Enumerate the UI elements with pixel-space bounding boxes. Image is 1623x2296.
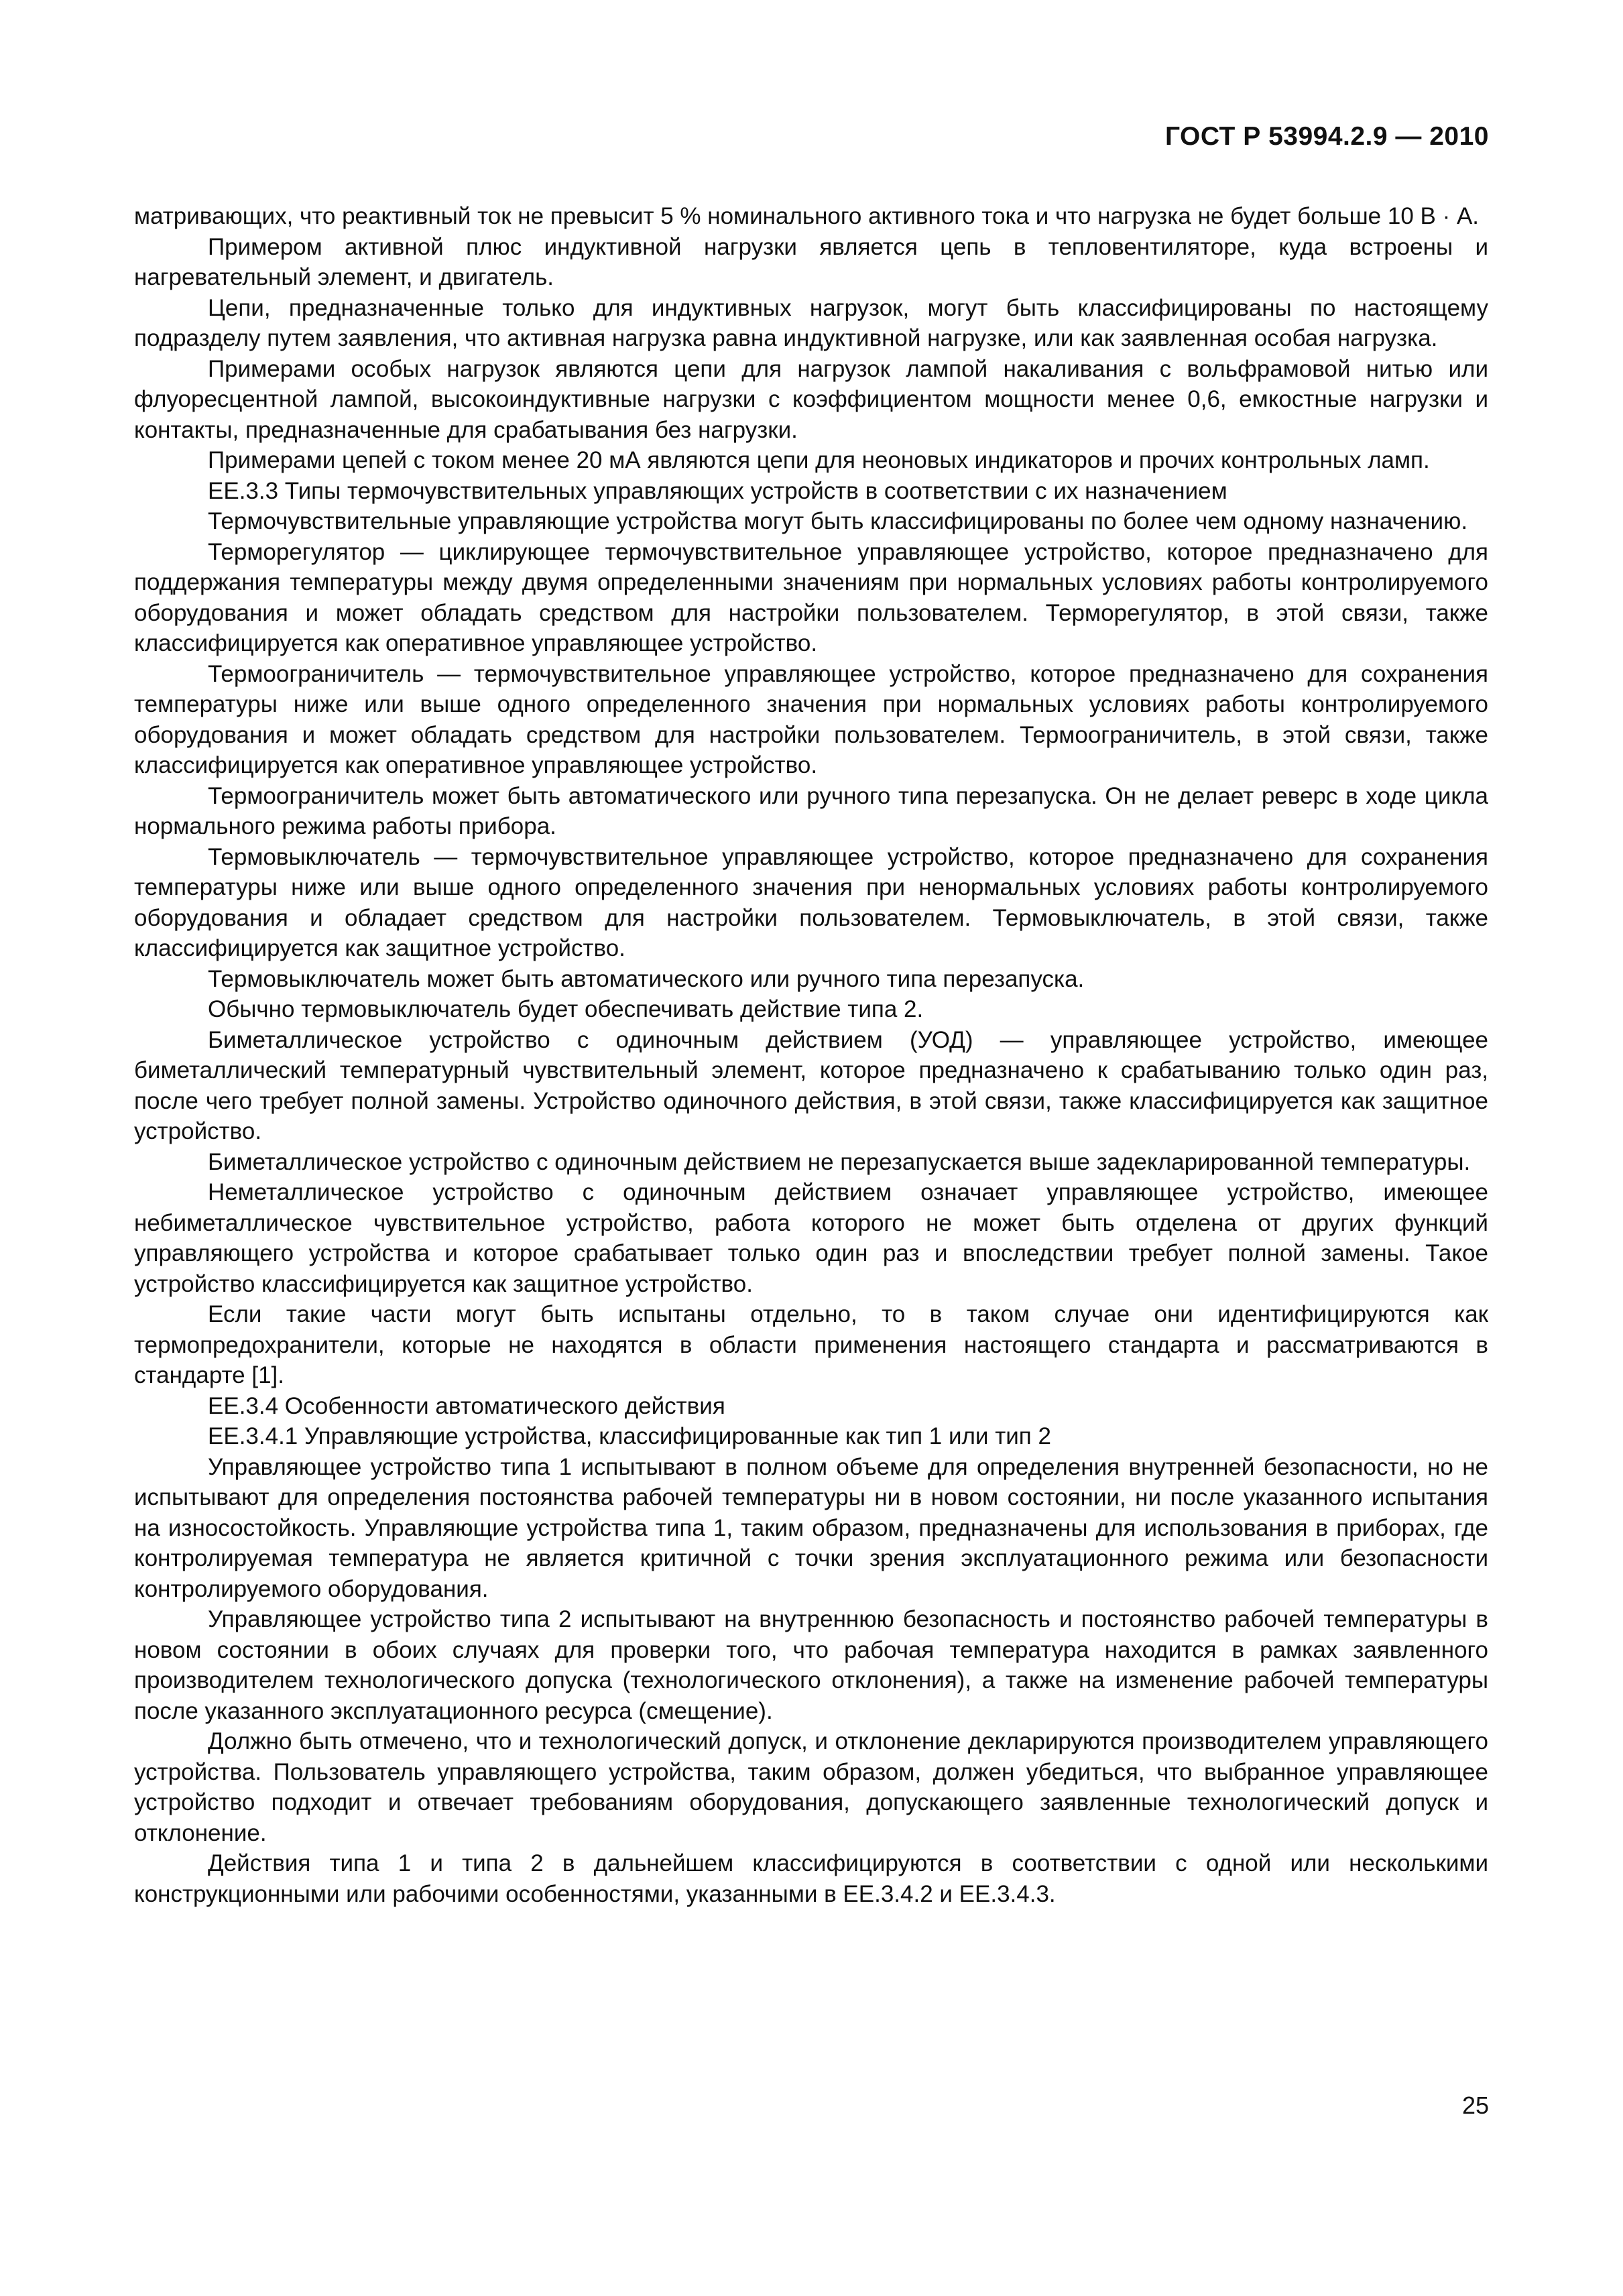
subsection-heading: ЕЕ.3.4.1 Управляющие устройства, классифицированные как тип 1 или тип 2 (208, 1423, 1051, 1449)
section-heading: ЕЕ.3.3 Типы термочувствительных управляющих устройств в соответствии с их назначением (208, 477, 1227, 504)
paragraph: Термовыключатель — термочувствительное управляющее устройство, которое предназначено для сохранения температуры ниже или выше одного определенного значения при ненормальных условиях работы контролируемого оборудования и обладает средством для настройки пользователем. Термовыключатель, в этой связи, также классифицируется как защитное устройство. (134, 843, 1488, 961)
section-heading: ЕЕ.3.4 Особенности автоматического действия (208, 1392, 725, 1419)
paragraph: Примерами цепей с током менее 20 мА являются цепи для неоновых индикаторов и прочих контрольных ламп. (208, 447, 1430, 473)
paragraph: Примерами особых нагрузок являются цепи для нагрузок лампой накаливания с вольфрамовой нитью или флуоресцентной лампой, высокоиндуктивные нагрузки с коэффициентом мощности менее 0,6, емкостные нагрузки и контакты, предназначенные для срабатывания без нагрузки. (134, 355, 1488, 443)
page-number: 25 (1461, 2092, 1489, 2119)
paragraph: Биметаллическое устройство с одиночным действием не перезапускается выше задекларированной температуры. (208, 1148, 1471, 1175)
paragraph: Управляющее устройство типа 1 испытывают в полном объеме для определения внутренней безопасности, но не испытывают для определения постоянства рабочей температуры ни в новом состоянии, ни после указанного испытания на износостойкость. Управляющие устройства типа 1, таким образом, предназначены для использования в приборах, где контролируемая температура не является критичной с точки зрения эксплуатационного режима или безопасности контролируемого оборудования. (134, 1453, 1488, 1602)
paragraph: Неметаллическое устройство с одиночным действием означает управляющее устройство, имеющее небиметаллическое чувствительное устройство, работа которого не может быть отделена от других функций управляющего устройства и которое срабатывает только один раз и впоследствии требует полной замены. Такое устройство классифицируется как защитное устройство. (134, 1179, 1488, 1297)
paragraph: Примером активной плюс индуктивной нагрузки является цепь в тепловентиляторе, куда встроены и нагревательный элемент, и двигатель. (134, 233, 1488, 290)
paragraph: Обычно термовыключатель будет обеспечивать действие типа 2. (208, 996, 924, 1022)
paragraph: Термоограничитель — термочувствительное управляющее устройство, которое предназначено для сохранения температуры ниже или выше одного определенного значения при нормальных условиях работы контролируемого оборудования и может обладать средством для настройки пользователем. Термоограничитель, в этой связи, также классифицируется как оперативное управляющее устройство. (134, 660, 1488, 778)
paragraph: Биметаллическое устройство с одиночным действием (УОД) — управляющее устройство, имеющее биметаллический температурный чувствительный элемент, которое предназначено к срабатыванию только один раз, после чего требует полной замены. Устройство одиночного действия, в этой связи, также классифицируется как защитное устройство. (134, 1026, 1488, 1144)
document-body (134, 201, 1488, 1909)
paragraph: Должно быть отмечено, что и технологический допуск, и отклонение декларируются производителем управляющего устройства. Пользователь управляющего устройства, таким образом, должен убедиться, что выбранное управляющее устройство подходит и отвечает требованиям оборудования, допускающего заявленные технологический допуск и отклонение. (134, 1728, 1488, 1846)
paragraph: Термовыключатель может быть автоматического или ручного типа перезапуска. (208, 965, 1085, 992)
paragraph: матривающих, что реактивный ток не превысит 5 % номинального активного тока и что нагрузка не будет больше 10 В · А. (134, 203, 1480, 229)
paragraph: Цепи, предназначенные только для индуктивных нагрузок, могут быть классифицированы по настоящему подразделу путем заявления, что активная нагрузка равна индуктивной нагрузке, или как заявленная особая нагрузка. (134, 294, 1488, 351)
paragraph: Действия типа 1 и типа 2 в дальнейшем классифицируются в соответствии с одной или несколькими конструкционными или рабочими особенностями, указанными в ЕЕ.3.4.2 и ЕЕ.3.4.3. (134, 1850, 1488, 1907)
paragraph: Терморегулятор — циклирующее термочувствительное управляющее устройство, которое предназначено для поддержания температуры между двумя определенными значениям при нормальных условиях работы контролируемого оборудования и может обладать средством для настройки пользователем. Терморегулятор, в этой связи, также классифицируется как оперативное управляющее устройство. (134, 538, 1488, 656)
document-header: ГОСТ Р 53994.2.9 — 2010 (1164, 122, 1489, 151)
paragraph: Термоограничитель может быть автоматического или ручного типа перезапуска. Он не делает реверс в ходе цикла нормального режима работы прибора. (134, 782, 1488, 839)
paragraph: Термочувствительные управляющие устройства могут быть классифицированы по более чем одному назначению. (208, 508, 1468, 534)
paragraph: Если такие части могут быть испытаны отдельно, то в таком случае они идентифицируются как термопредохранители, которые не находятся в области применения настоящего стандарта и рассматриваются в стандарте [1]. (134, 1301, 1488, 1388)
paragraph: Управляющее устройство типа 2 испытывают на внутреннюю безопасность и постоянство рабочей температуры в новом состоянии в обоих случаях для проверки того, что рабочая температура находится в рамках заявленного производителем технологического допуска (технологического отклонения), а также на изменение рабочей температуры после указанного эксплуатационного ресурса (смещение). (134, 1606, 1488, 1724)
